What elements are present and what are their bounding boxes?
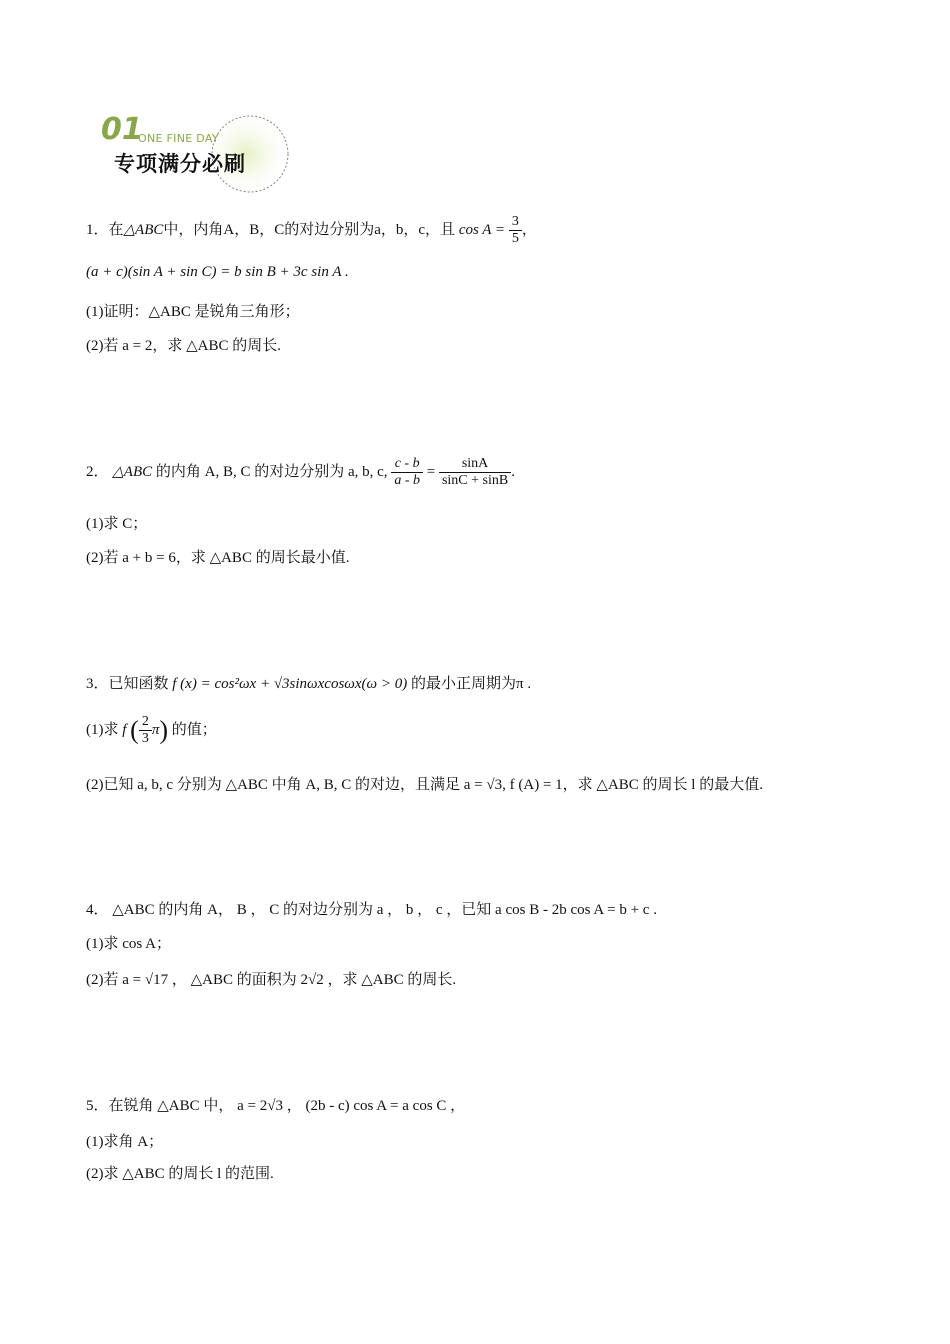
problem-1-mid: 中，内角A，B，C的对边分别为a，b，c，且 [163, 221, 456, 238]
function-f: f [122, 721, 127, 738]
problem-3-part-2: (2)已知 a, b, c 分别为 △ABC 中角 A, B, C 的对边，且满足 a = √3, f (A) = 1，求 △ABC 的周长 l 的最大值. [86, 777, 763, 793]
problem-3-pre: 3．已知函数 [86, 676, 169, 692]
fraction-2-3 [139, 714, 152, 747]
badge-number: 01 [101, 112, 143, 147]
fraction-denominator: 3 [141, 731, 149, 746]
problem-2-mid: 的内角 A, B, C 的对边分别为 a, b, c, [155, 463, 388, 480]
problem-1-part-1: (1)证明：△ABC 是锐角三角形； [86, 304, 300, 320]
problem-3-post: 的最小正周期为π . [411, 676, 532, 692]
problem-3-part-1 [86, 714, 217, 747]
problem-5-statement: 5．在锐角 △ABC 中， a = 2√3 ， (2b - c) cos A = a cos C ， [86, 1098, 466, 1114]
triangle-label: △ABC [112, 463, 153, 480]
function-expression: f (x) = cos²ωx + √3sinωxcosωx(ω > 0) [172, 676, 408, 692]
left-paren: ( [130, 715, 139, 745]
fraction-numerator: sinA [439, 456, 511, 473]
fraction-numerator: 2 [139, 714, 152, 731]
problem-5-part-2: (2)求 △ABC 的周长 l 的范围. [86, 1166, 274, 1182]
problem-2-post: . [511, 463, 515, 480]
fraction-denominator: 5 [511, 231, 519, 246]
fraction-3-5 [509, 214, 522, 247]
problem-2-part-1: (1)求 C； [86, 516, 148, 532]
fraction-denominator: a - b [394, 473, 420, 488]
problem-1-equation: (a + c)(sin A + sin C) = b sin B + 3c sin A . [86, 264, 349, 280]
fraction-numerator: 3 [509, 214, 522, 231]
problem-2-part-2: (2)若 a + b = 6，求 △ABC 的周长最小值. [86, 550, 350, 566]
triangle-label: △ABC [123, 221, 164, 238]
problem-5-part-1: (1)求角 A； [86, 1134, 164, 1150]
fraction-c-b-over-a-b [391, 456, 423, 489]
problem-3-part-1-pre: (1)求 [86, 721, 119, 738]
cos-expression: cos A = [458, 221, 506, 238]
pi-symbol: π [151, 721, 160, 738]
problem-4-part-2: (2)若 a = √17 ， △ABC 的面积为 2√2 ，求 △ABC 的周长. [86, 972, 457, 988]
equals-sign: = [426, 463, 436, 480]
fraction-numerator: c - b [391, 456, 423, 473]
problem-3-part-1-post: 的值； [171, 721, 217, 738]
problem-1-pre: 1．在 [86, 221, 124, 238]
fraction-sine-ratio [439, 456, 511, 489]
right-paren: ) [159, 715, 169, 745]
problem-4-statement: 4． △ABC 的内角 A， B ， C 的对边分别为 a ， b ， c ，已知 a cos B - 2b cos A = b + c . [86, 902, 657, 918]
fraction-denominator: sinC + sinB [441, 473, 509, 488]
section-title: 专项满分必刷 [114, 152, 246, 176]
problem-4-part-1: (1)求 cos A； [86, 936, 171, 952]
problem-1-statement [86, 214, 537, 247]
badge-subtitle: ONE FINE DAY [138, 132, 219, 145]
problem-2-statement [86, 456, 515, 489]
problem-1-part-2: (2)若 a = 2，求 △ABC 的周长. [86, 338, 281, 354]
problem-3-statement [86, 674, 531, 694]
problem-2-pre: 2． [86, 463, 109, 480]
problem-1-post: ， [521, 221, 537, 238]
